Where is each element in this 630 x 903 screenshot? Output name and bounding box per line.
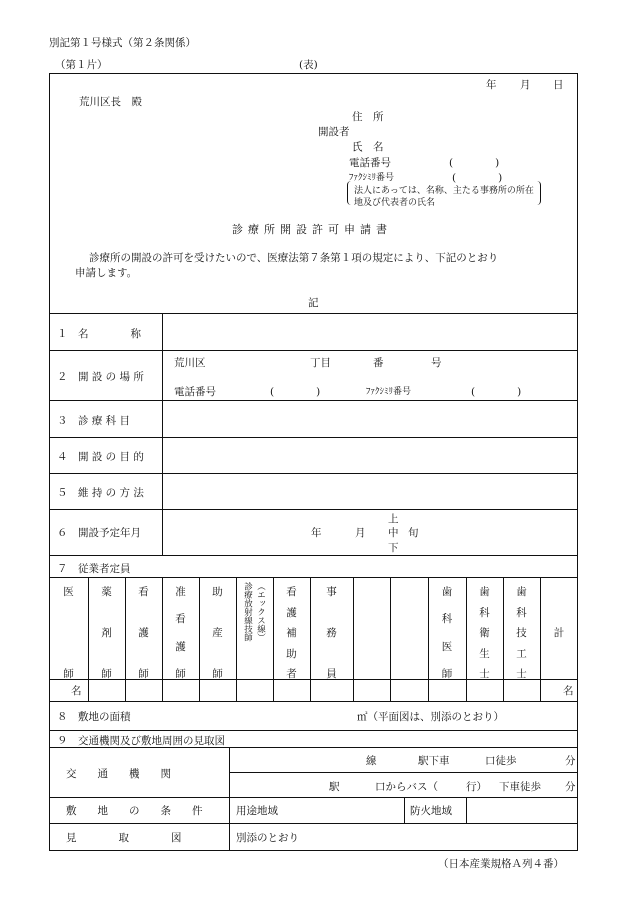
row-2-phone-label: 電話番号 (174, 386, 216, 398)
rule (540, 577, 541, 701)
rule (229, 747, 230, 851)
rule (49, 437, 578, 438)
rule (49, 509, 578, 510)
side-label: (表) (299, 59, 318, 71)
staff-col-2-char: 看 (138, 586, 149, 598)
form-id: 別記第１号様式（第２条関係） (49, 37, 196, 49)
rule (390, 577, 391, 701)
staff-col-10-char: 科 (441, 613, 453, 626)
applicant-name-label: 氏 名 (352, 141, 384, 153)
rule (428, 577, 429, 701)
row-6-chu: 中 (388, 527, 399, 539)
staff-col-1-char: 師 (101, 668, 112, 680)
row-4-label: ４ 開 設 の 目 的 (57, 451, 144, 463)
row-2-go: 号 (431, 357, 442, 369)
staff-col-0-char: 師 (63, 668, 74, 680)
staff-col-12-char: 歯 (516, 586, 527, 598)
body-text-2: 申請します。 (75, 267, 138, 279)
staff-col-1-char: 剤 (101, 627, 112, 639)
staff-col-12-char: 科 (516, 606, 527, 619)
row-2-phone-paren: ( ) (270, 386, 321, 398)
date-year: 年 (486, 79, 497, 91)
rule (273, 577, 274, 701)
transport-label: 交 通 機 関 (66, 768, 171, 780)
rule (353, 577, 354, 701)
staff-col-10-char: 歯 (441, 586, 453, 598)
row-2-fax-label: ﾌｧｸｼﾐﾘ番号 (366, 387, 412, 397)
transport-station: 駅 (329, 781, 340, 793)
footer-note: （日本産業規格Ａ列４番） (438, 858, 564, 870)
staff-col-3-char: 看 (175, 613, 186, 626)
staff-unit-right: 名 (563, 685, 574, 697)
staff-col-6-char: 補 (286, 627, 297, 639)
addressee: 荒川区長 殿 (79, 96, 142, 108)
rule (49, 400, 578, 401)
row-1-label: １ 名 称 (57, 328, 141, 340)
site-fire: 防火地域 (410, 805, 452, 817)
rule (49, 679, 578, 680)
map-label: 見 取 図 (66, 832, 182, 844)
rule (49, 730, 578, 731)
applicant-role: 開設者 (318, 126, 350, 138)
staff-col-6-char: 看 (286, 586, 297, 598)
site-zone: 用途地域 (236, 805, 278, 817)
staff-col-0-char: 医 (63, 586, 74, 598)
ki-label: 記 (308, 297, 319, 309)
staff-col-12-char: 工 (516, 647, 527, 660)
date-day: 日 (553, 79, 564, 91)
radiology-note: （エックス線） (255, 582, 266, 642)
map-value: 別添のとおり (236, 832, 299, 844)
applicant-phone-label: 電話番号 (349, 157, 391, 169)
staff-col-7-char: 員 (326, 668, 337, 680)
staff-col-10-char: 医 (441, 640, 453, 653)
rule (466, 577, 467, 701)
staff-col-10-char: 師 (441, 668, 453, 680)
row-5-label: ５ 維 持 の 方 法 (57, 487, 144, 499)
staff-col-4-char: 師 (212, 668, 223, 680)
staff-col-11-char: 生 (479, 647, 490, 660)
rule (49, 577, 578, 578)
transport-line: 線 (366, 755, 377, 767)
transport-bus: 口からバス（ (375, 781, 438, 793)
row-2-fax-paren: ( ) (471, 386, 522, 398)
rule (229, 772, 578, 773)
staff-col-6-char: 者 (286, 668, 297, 680)
transport-bus-exit: 下車徒歩 (499, 781, 541, 793)
staff-col-11-char: 科 (479, 606, 490, 619)
rule (162, 577, 163, 701)
staff-col-1-char: 薬 (101, 586, 112, 598)
staff-col-5-title: 診療放射線技師 (242, 582, 253, 642)
row-2-ban: 番 (373, 357, 384, 369)
rule (49, 555, 578, 556)
transport-min-1: 分 (565, 755, 576, 767)
rule (466, 797, 467, 823)
corp-note-line-2: 地及び代表者の氏名 (354, 198, 436, 208)
rule (162, 313, 163, 555)
transport-min-2: 分 (565, 781, 576, 793)
row-6-jun: 旬 (408, 527, 419, 539)
rule (310, 577, 311, 701)
sheet-label: （第１片） (55, 59, 108, 71)
applicant-address-label: 住 所 (352, 111, 384, 123)
row-6-jo: 上 (388, 513, 399, 525)
rule (88, 577, 89, 701)
applicant-phone-paren: ( ) (449, 157, 500, 169)
rule (199, 577, 200, 701)
rule (503, 577, 504, 701)
body-text-1: 診療所の開設の許可を受けたいので、医療法第７条第１項の規定により、下記のとおり (89, 252, 499, 264)
staff-col-13-char: 計 (553, 627, 565, 639)
rule (49, 797, 578, 798)
staff-col-7-char: 務 (326, 627, 337, 639)
date-month: 月 (520, 79, 531, 91)
rule (49, 823, 578, 824)
document-title: 診療所開設許可申請書 (232, 223, 392, 236)
staff-col-4-char: 産 (212, 627, 223, 639)
row-7-label: ７ 従業者定員 (57, 563, 131, 575)
staff-col-2-char: 護 (138, 627, 149, 639)
staff-col-11-char: 衛 (479, 627, 490, 639)
row-2-chome: 丁目 (310, 357, 331, 369)
rule (49, 473, 578, 474)
staff-unit-left: 名 (71, 685, 82, 697)
staff-col-7-char: 事 (326, 586, 337, 598)
row-6-ge: 下 (388, 542, 399, 554)
applicant-fax-paren: ( ) (452, 172, 503, 184)
row-8-label: ８ 敷地の面積 (57, 711, 131, 723)
staff-col-2-char: 師 (138, 668, 149, 680)
staff-col-11-char: 歯 (479, 586, 490, 598)
staff-col-6-char: 護 (286, 606, 297, 619)
transport-station-exit: 駅下車 (418, 755, 450, 767)
row-2-city: 荒川区 (174, 357, 206, 369)
rule (236, 577, 237, 701)
row-3-label: ３ 診 療 科 目 (57, 415, 131, 427)
staff-col-4-char: 助 (212, 586, 223, 598)
rule (49, 313, 578, 314)
rule (125, 577, 126, 701)
rule (49, 350, 578, 351)
staff-col-6-char: 助 (286, 647, 297, 660)
row-6-label: ６ 開設予定年月 (57, 527, 141, 539)
corp-note-line-1: 法人にあっては、名称、主たる事務所の所在 (354, 186, 534, 196)
row-9-label: ９ 交通機関及び敷地周囲の見取図 (57, 735, 225, 747)
staff-col-12-char: 技 (516, 627, 527, 639)
row-6-year: 年 (311, 527, 322, 539)
rule (404, 797, 405, 823)
staff-col-12-char: 士 (516, 668, 527, 680)
transport-bound: 行） (466, 781, 487, 793)
rule (49, 701, 578, 702)
transport-walk: 口徒歩 (485, 755, 517, 767)
staff-col-3-char: 准 (175, 586, 186, 598)
staff-col-3-char: 護 (175, 640, 186, 653)
staff-col-3-char: 師 (175, 668, 186, 680)
staff-col-11-char: 士 (479, 668, 490, 680)
row-2-label: ２ 開 設 の 場 所 (57, 371, 144, 383)
row-8-note: ㎡（平面図は、別添のとおり） (357, 711, 504, 723)
row-6-month: 月 (355, 527, 366, 539)
applicant-fax-label: ﾌｧｸｼﾐﾘ番号 (349, 173, 395, 183)
site-label: 敷 地 の 条 件 (66, 805, 203, 817)
